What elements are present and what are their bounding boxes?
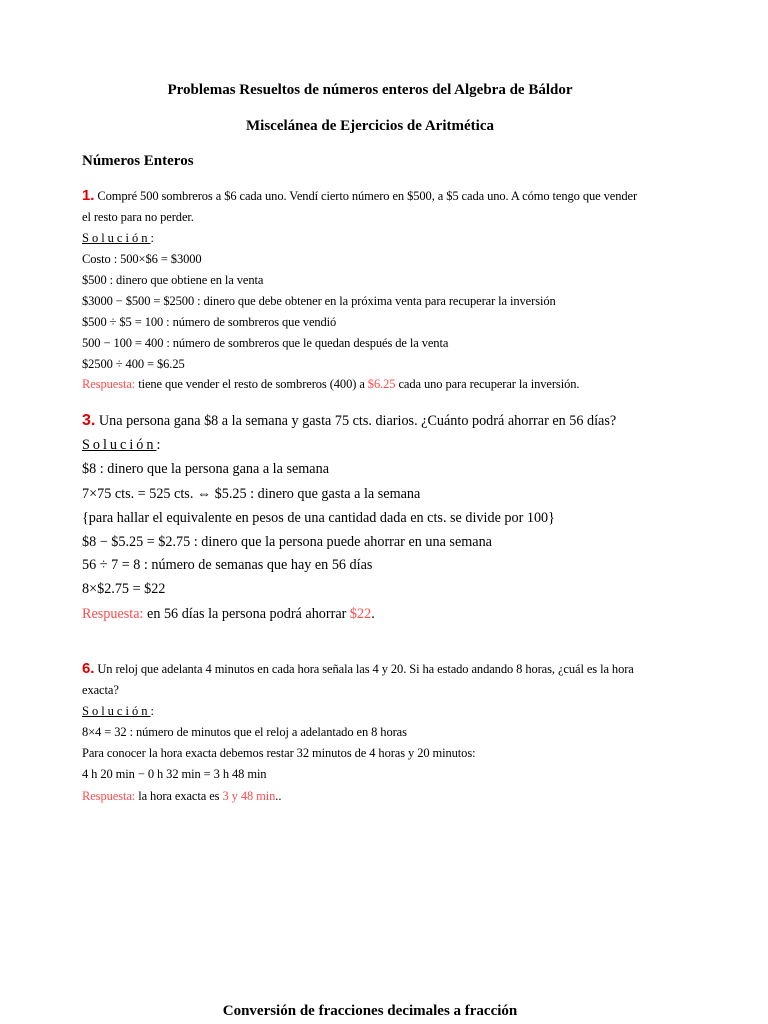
- problem-1-step-4: $500 ÷ $5 = 100 : número de sombreros que vendió: [82, 315, 337, 329]
- document-title: Problemas Resueltos de números enteros del Algebra de Báldor: [167, 82, 573, 98]
- problem-6-number: 6.: [82, 660, 95, 677]
- problem-1-step-1: Costo : 500×$6 = $3000: [82, 252, 202, 266]
- problem-3-step-5: 56 ÷ 7 = 8 : número de semanas que hay en 56 días: [82, 557, 373, 573]
- problem-3-step-3: {para hallar el equivalente en pesos de una cantidad dada en cts. se divide por 100}: [82, 510, 555, 526]
- answer-label: Respuesta:: [82, 377, 136, 391]
- problem-1-number: 1.: [82, 187, 95, 204]
- problem-1-question-text: Compré 500 sombreros a $6 cada uno. Vendí cierto número en $500, a $5 cada uno. A cómo tengo que vender: [97, 189, 638, 203]
- problem-6-step-2: Para conocer la hora exacta debemos restar 32 minutos de 4 horas y 20 minutos:: [82, 746, 476, 760]
- problem-6-question-line-2: exacta?: [82, 683, 119, 697]
- problem-6-solution-label: Solución:: [82, 704, 154, 718]
- problem-1-step-6: $2500 ÷ 400 = $6.25: [82, 357, 185, 371]
- problem-1-question-line-2: el resto para no perder.: [82, 210, 194, 224]
- problem-1-answer: Respuesta: tiene que vender el resto de sombreros (400) a $6.25 cada uno para recuperar la inversión.: [82, 377, 580, 391]
- problem-3-number: 3.: [82, 412, 96, 429]
- problem-1-step-5: 500 − 100 = 400 : número de sombreros que le quedan después de la venta: [82, 336, 449, 350]
- answer-value: $22: [349, 606, 372, 622]
- problem-3-step-2: 7×75 cts. = 525 cts. ⇔ $5.25 : dinero que gasta a la semana: [82, 486, 421, 502]
- problem-6-question-text: Un reloj que adelanta 4 minutos en cada hora señala las 4 y 20. Si ha estado andando 8 horas, ¿cuál es la hora: [97, 662, 634, 676]
- problem-1-step-2: $500 : dinero que obtiene en la venta: [82, 273, 264, 287]
- problem-1-step-3: $3000 − $500 = $2500 : dinero que debe obtener en la próxima venta para recuperar la inversión: [82, 294, 556, 308]
- document-subtitle: Miscelánea de Ejercicios de Aritmética: [246, 118, 494, 134]
- problem-6-question-line-1: [82, 660, 634, 677]
- problem-3-step-4: $8 − $5.25 = $2.75 : dinero que la persona puede ahorrar en una semana: [82, 534, 492, 550]
- problem-3-question-text: Una persona gana $8 a la semana y gasta 75 cts. diarios. ¿Cuánto podrá ahorrar en 56 días?: [98, 413, 617, 429]
- problem-6-answer: Respuesta: la hora exacta es 3 y 48 min..: [82, 789, 282, 803]
- problem-3-step-6: 8×$2.75 = $22: [82, 581, 166, 597]
- problem-6-step-1: 8×4 = 32 : número de minutos que el reloj a adelantado en 8 horas: [82, 725, 407, 739]
- next-section-title: Conversión de fracciones decimales a fracción: [222, 1003, 518, 1019]
- answer-value: $6.25: [367, 377, 396, 391]
- answer-label: Respuesta:: [82, 789, 136, 803]
- problem-1-question-line-1: [82, 187, 637, 204]
- answer-label: Respuesta:: [82, 606, 144, 622]
- section-heading: Números Enteros: [82, 153, 194, 169]
- problem-3-answer: Respuesta: en 56 días la persona podrá ahorrar $22.: [82, 606, 375, 622]
- problem-6-step-3: 4 h 20 min − 0 h 32 min = 3 h 48 min: [82, 767, 267, 781]
- problem-3-step-1: $8 : dinero que la persona gana a la semana: [82, 461, 329, 477]
- answer-value: 3 y 48 min: [222, 789, 276, 803]
- problem-1-solution-label: Solución:: [82, 231, 154, 245]
- problem-3-question: [82, 412, 616, 430]
- problem-3-solution-label: Solución:: [82, 437, 161, 453]
